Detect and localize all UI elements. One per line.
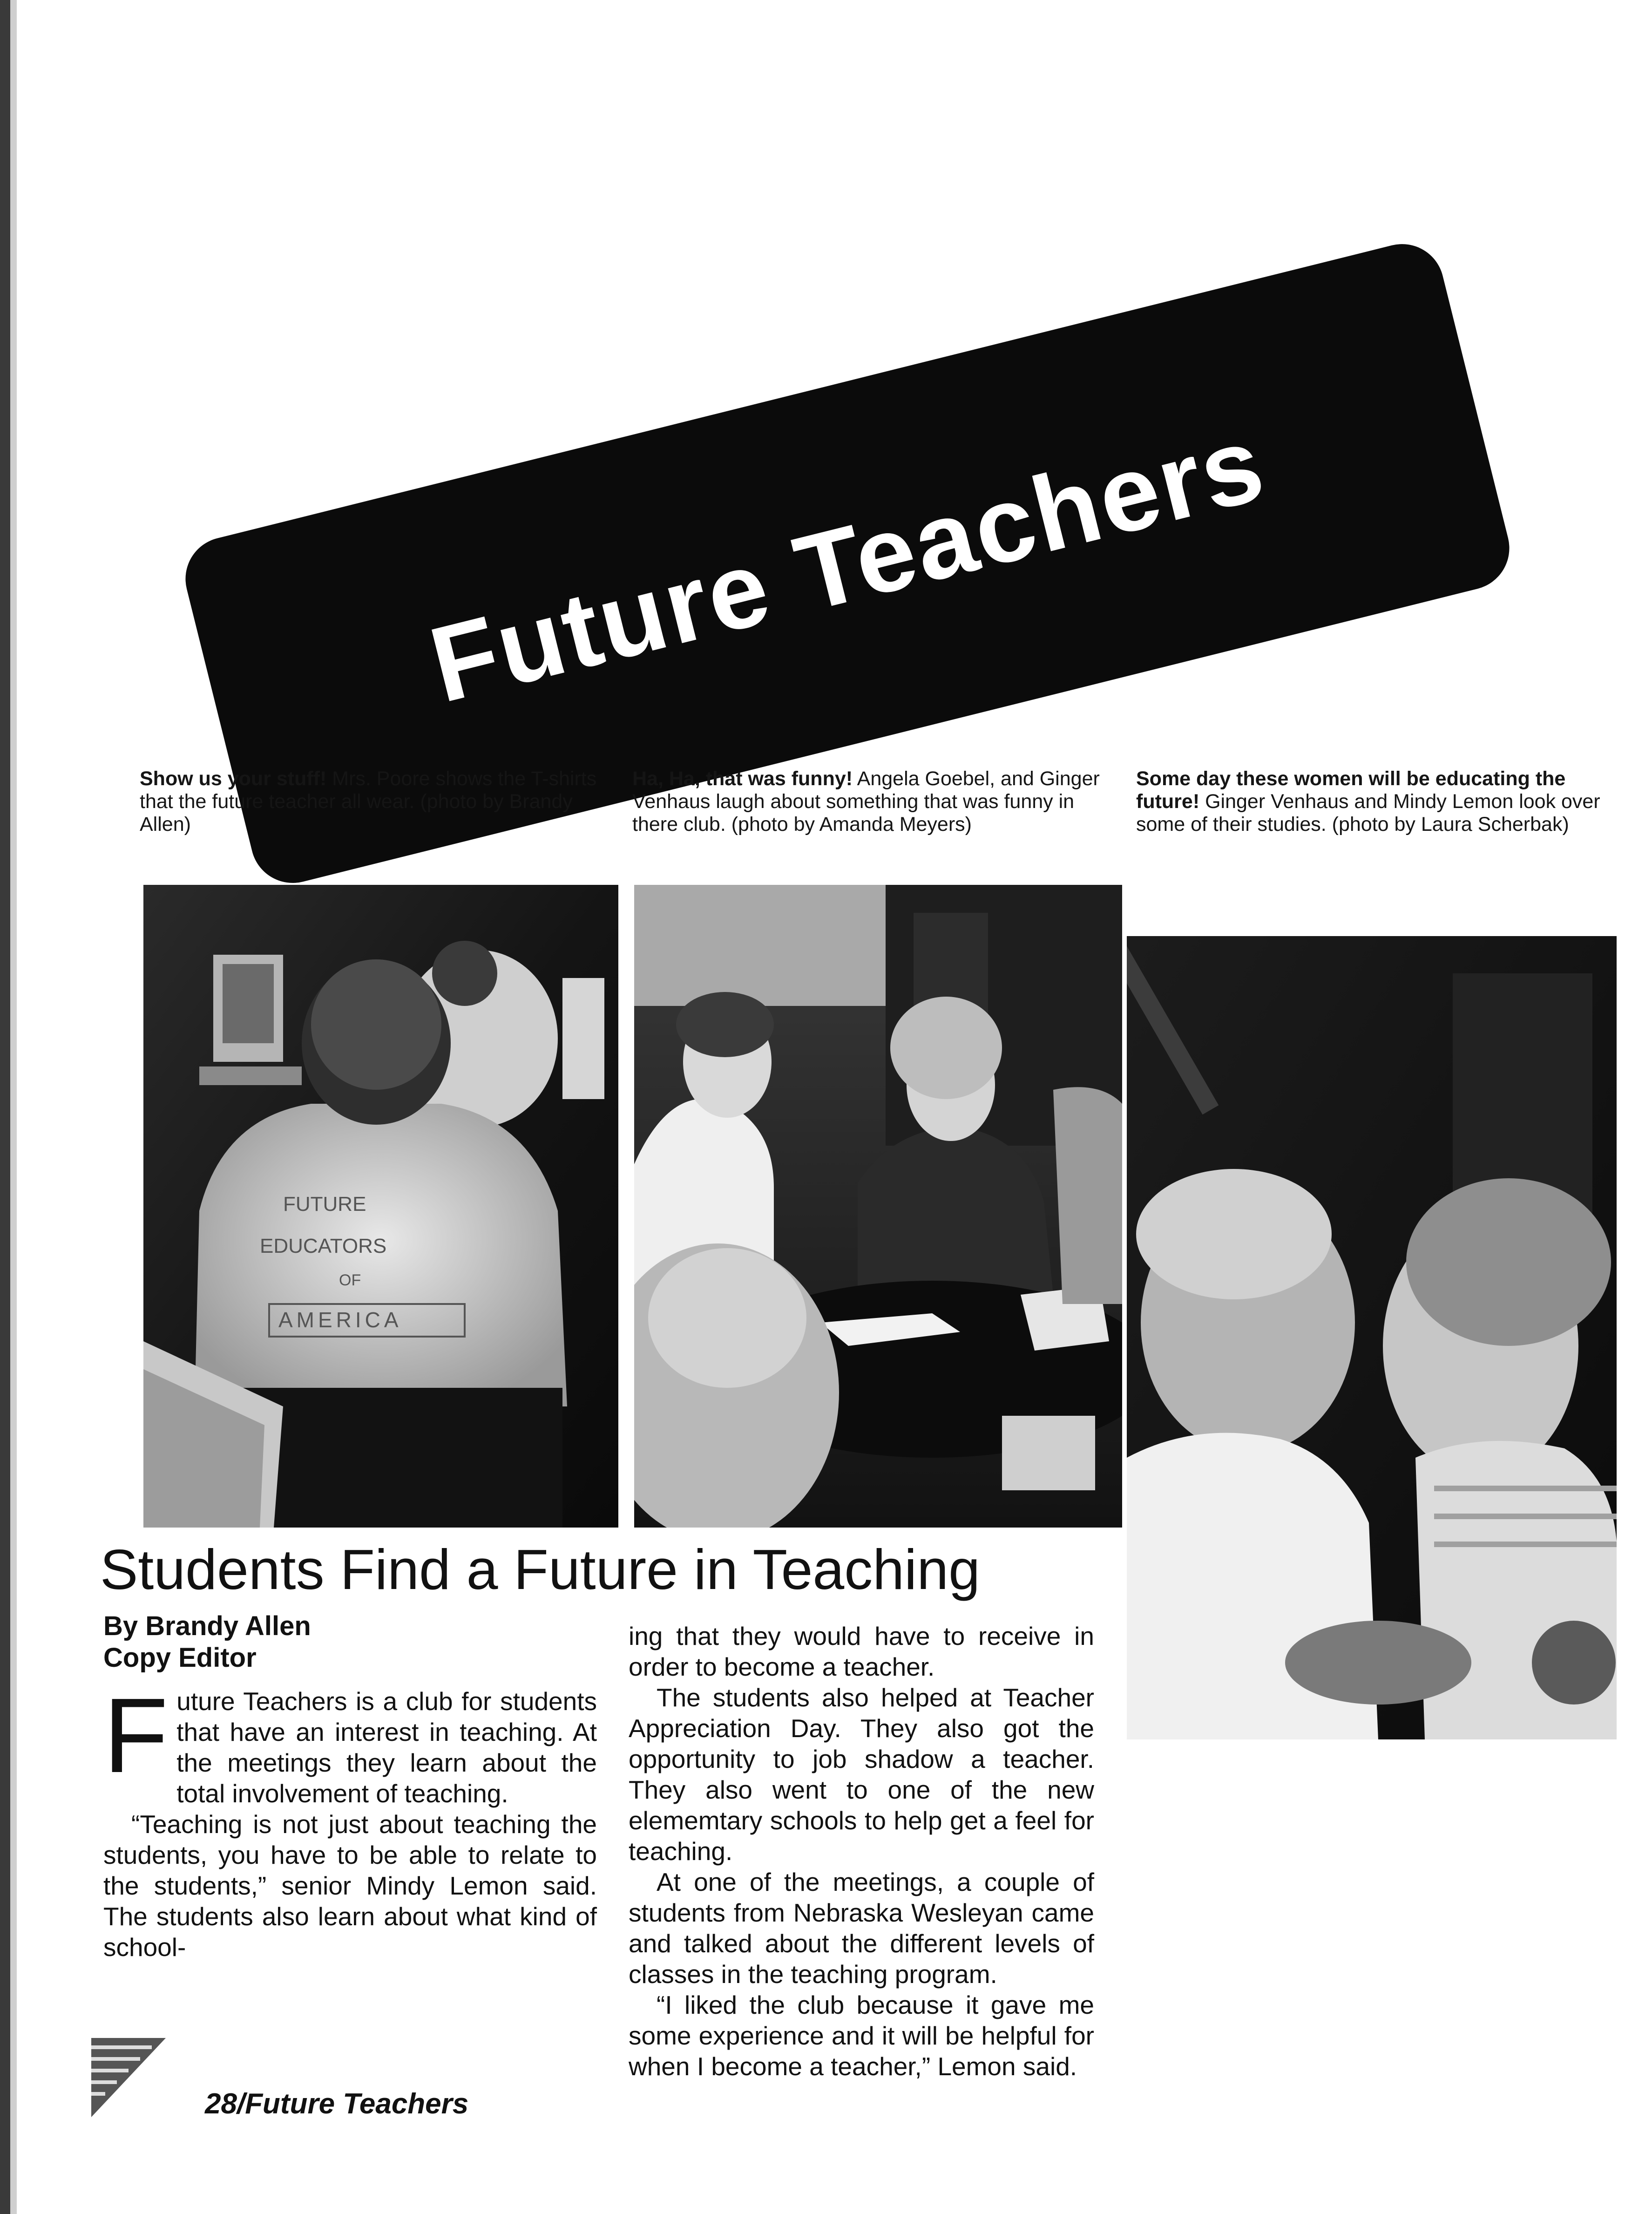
caption-text-3: Ginger Venhaus and Mindy Lemon look over some of their studies. (photo by Laura Scherbak) [1136,790,1600,835]
article-paragraph-6: “I liked the club because it gave me some experience and it will be helpful for when I become a teacher,” Lemon said. [629,1990,1094,2081]
shirt-text-1: FUTURE [283,1193,366,1216]
article-paragraph-4: The students also helped at Teacher Appreciation Day. They also got the opportunity to job shadow a teacher. They also went to one of the new elememtary schools to help get a feel for teaching. [629,1683,1094,1866]
article-paragraph-3: ing that they would have to receive in order to become a teacher. [629,1622,1094,1681]
photo-students-studying [1127,936,1617,1739]
photo-caption-1 [140,767,610,836]
caption-text-1: Mrs. Poore shows the T-shirts that the future teacher all wear. (photo by Brandy Allen) [140,767,597,835]
article-paragraph-1: uture Teachers is a club for students that have an interest in teaching. At the meetings they learn about the total involvement of teaching. [176,1687,597,1808]
article-headline: Students Find a Future in Teaching [100,1538,980,1601]
article-column-2 [629,1621,1094,2082]
page-binding-shadow [10,0,17,2214]
photo-teacher-tshirt [143,885,618,1528]
shirt-text-2: EDUCATORS [260,1235,387,1257]
article-paragraph-2: “Teaching is not just about teaching the students, you have to be able to relate to the students,” senior Mindy Lemon said. The students also learn about what kind of school- [103,1810,597,1962]
corner-decoration-icon [87,2038,170,2122]
photo-students-laughing [634,885,1122,1528]
article-paragraph-5: At one of the meetings, a couple of students from Nebraska Wesleyan came and talked about the different levels of classes in the teaching program. [629,1868,1094,1989]
byline [103,1610,311,1674]
byline-name: By Brandy Allen [103,1611,311,1641]
article-column-1 [103,1677,597,1963]
drop-cap: F [103,1677,169,1795]
banner-title: Future Teachers [419,402,1276,725]
shirt-text-4: AMERICA [278,1308,402,1332]
caption-lead-1: Show us your stuff! [140,767,327,790]
caption-text-2: Angela Goebel, and Ginger Venhaus laugh about something that was funny in there club. (photo by Amanda Meyers) [632,767,1100,835]
caption-lead-2: Ha, Ha, that was funny! [632,767,853,790]
page-footer-label: 28/Future Teachers [205,2088,469,2120]
caption-lead-3: Some day these women will be educating the future! [1136,767,1566,813]
photo-caption-3 [1136,767,1611,836]
shirt-text-3: OF [339,1271,361,1289]
photo-caption-2 [632,767,1112,836]
page-binding-edge [0,0,10,2214]
byline-title: Copy Editor [103,1643,257,1673]
